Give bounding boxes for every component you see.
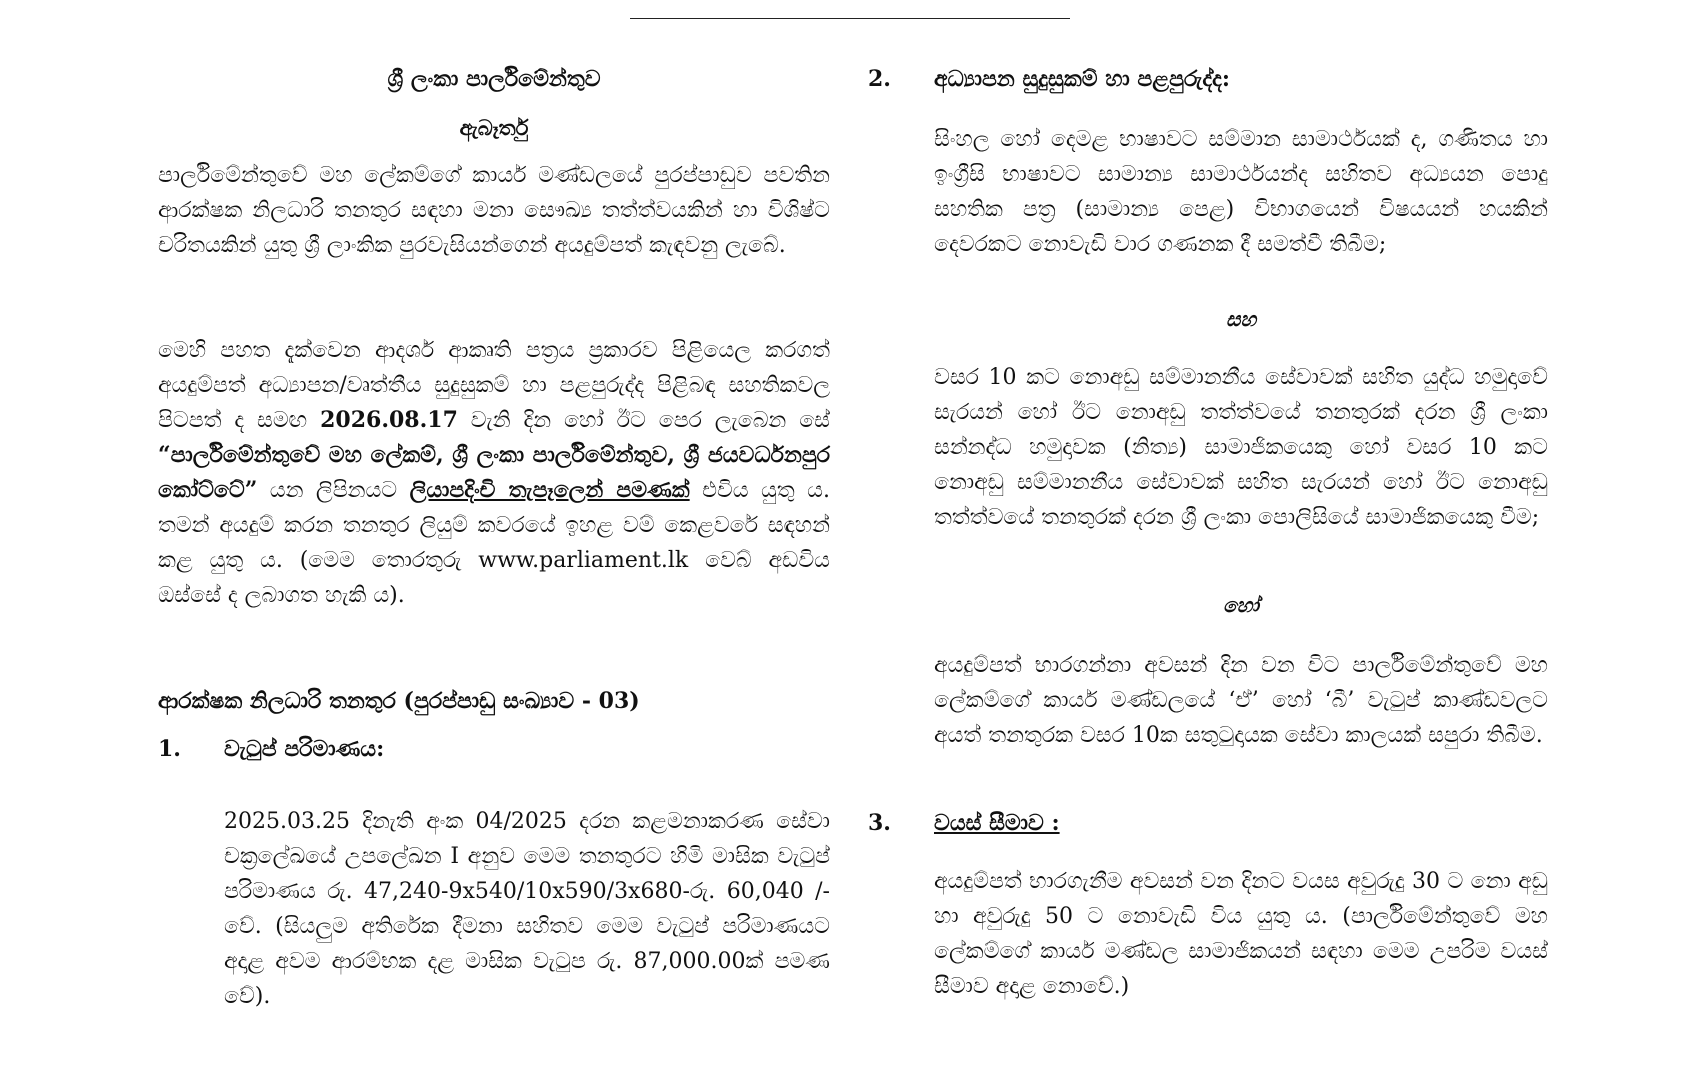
registered-post-note: ලියාපදිංචි තැපෑලෙන් පමණක් [409, 477, 690, 503]
education-qualification: සිංහල හෝ දෙමළ භාෂාවට සම්මාන සාමාර්ථයක් ද, ගණිතය හා ඉංග්‍රීසි භාෂාවට සාමාන්‍ය සාමාර්ථයන්ද සහිතව අධ්‍යයන පොදු සහතික පත්‍ර (සාමාන්‍ය පෙළ) විභාගයෙන් විෂයයන් හයකින් දෙවරකට නොවැඩි වාර ගණනක දී සමත්වී තිබීම; [934, 127, 1548, 257]
section-3-number: 3. [868, 810, 891, 836]
application-instructions [158, 333, 830, 613]
instructions-text-1: මෙහි පහත දැක්වෙන ආදර්ශ ආකෘති පත්‍රය ප්‍රකාරව පිළියෙල කරගත් අයදුම්පත් අධ්‍යාපන/වෘත්තීය සුදුසුකම් හා පළපුරුද්ද පිළිබඳ සහතිකවල පිටපත් ද සමඟ [158, 338, 830, 433]
instructions-text-2: වැනි දින හෝ ඊට පෙර ලැබෙන සේ [457, 408, 830, 433]
instructions-text-3: යන ලිපිනයට [257, 478, 410, 503]
instructions-text-4: එවිය යුතු ය. තමන් අයදුම් කරන තනතුර ලියුම් කවරයේ ඉහළ වම් කෙළවරේ සඳහන් කළ යුතු ය. (මෙම තොරතුරු www.parliament.lk වෙබ් අඩවිය ඔස්සේ ද ලබාගත හැකි ය). [158, 478, 830, 608]
section-3-heading: වයස් සීමාව : [934, 810, 1060, 836]
staff-experience-qualification: අයදුම්පත් භාරගන්නා අවසන් දින වන විට පාර්ලිමේන්තුවේ මහ ලේකම්ගේ කාර්ය මණ්ඩලයේ ‘ඒ’ හෝ ‘බී’ වැටුප් කාණ්ඩවලට අයත් තනතුරක වසර 10ක සතුටුදායක සේවා කාලයක් සපුරා තිබීම. [934, 653, 1548, 748]
org-title: ශ්‍රී ලංකා පාර්ලිමේන්තුව [387, 66, 601, 92]
postal-address: “පාර්ලිමේන්තුවේ මහ ලේකම්, ශ්‍රී ලංකා පාර්ලිමේන්තුව, ශ්‍රී ජයවර්ධනපුර කෝට්ටේ” [158, 442, 830, 503]
vacancies-heading: ඇබෑර්තු [459, 115, 529, 140]
section-2-heading: අධ්‍යාපන සුදුසුකම් හා පළපුරුද්ද: [934, 66, 1231, 92]
and-conjunction: සහ [1225, 307, 1257, 331]
section-1-heading: වැටුප් පරිමාණය: [224, 736, 385, 762]
post-title: ආරක්ෂක නිලධාරි තනතුර (පුරප්පාඩු සංඛ්‍යාව - 03) [158, 688, 640, 714]
age-limit-paragraph: අයදුම්පත් භාරගැනීම අවසන් වන දිනට වයස අවුරුදු 30 ට නො අඩු හා අවුරුදු 50 ට නොවැඩි විය යුතු ය. (පාර්ලිමේන්තුවේ මහ ලේකම්ගේ කාර්ය මණ්ඩල සාමාජිකයන් සඳහා මෙම උපරිම වයස් සීමාව අදාළ නොවේ.) [934, 869, 1548, 999]
service-qualification: වසර 10 කට නොඅඩු සම්මානනීය සේවාවක් සහිත යුද්ධ හමුදාවේ සැරයන් හෝ ඊට නොඅඩු තත්ත්වයේ තනතුරක් දරන ශ්‍රී ලංකා සන්නද්ධ හමුදාවක (නිත්‍ය) සාමාජිකයෙකු හෝ වසර 10 කට නොඅඩු සම්මානනීය සේවාවක් සහිත සැරයන් හෝ ඊට නොඅඩු තත්ත්වයේ තනතුරක් දරන ශ්‍රී ලංකා පොලිසියේ සාමාජිකයෙකු වීම; [934, 365, 1548, 530]
section-2-number: 2. [868, 66, 891, 92]
or-conjunction: හෝ [1223, 593, 1259, 617]
top-rule [630, 18, 1070, 19]
intro-paragraph: පාර්ලිමේන්තුවේ මහ ලේකම්ගේ කාර්ය මණ්ඩලයේ පුරප්පාඩුව පවතින ආරක්ෂක නිලධාරි තනතුර සඳහා මනා සෞඛ්‍ය තත්ත්වයකින් හා විශිෂ්ට චරිතයකින් යුතු ශ්‍රී ලාංකික පුරවැසියන්ගෙන් අයදුම්පත් කැඳවනු ලැබේ. [158, 163, 830, 258]
salary-scale-paragraph: 2025.03.25 දිනැති අංක 04/2025 දරන කළමනාකරණ සේවා චක්‍රලේඛයේ උපලේඛන I අනුව මෙම තනතුරට හිමි මාසික වැටුප් පරිමාණය රු. 47,240-9x540/10x590/3x680-රු. 60,040 /- වේ. (සියලුම අතිරේක දීමනා සහිතව මෙම වැටුප් පරිමාණයට අදාළ අවම ආරම්භක දළ මාසික වැටුප රු. 87,000.00ක් පමණ වේ). [224, 809, 830, 1009]
closing-date: 2026.08.17 [320, 407, 458, 433]
section-1-number: 1. [158, 736, 181, 762]
